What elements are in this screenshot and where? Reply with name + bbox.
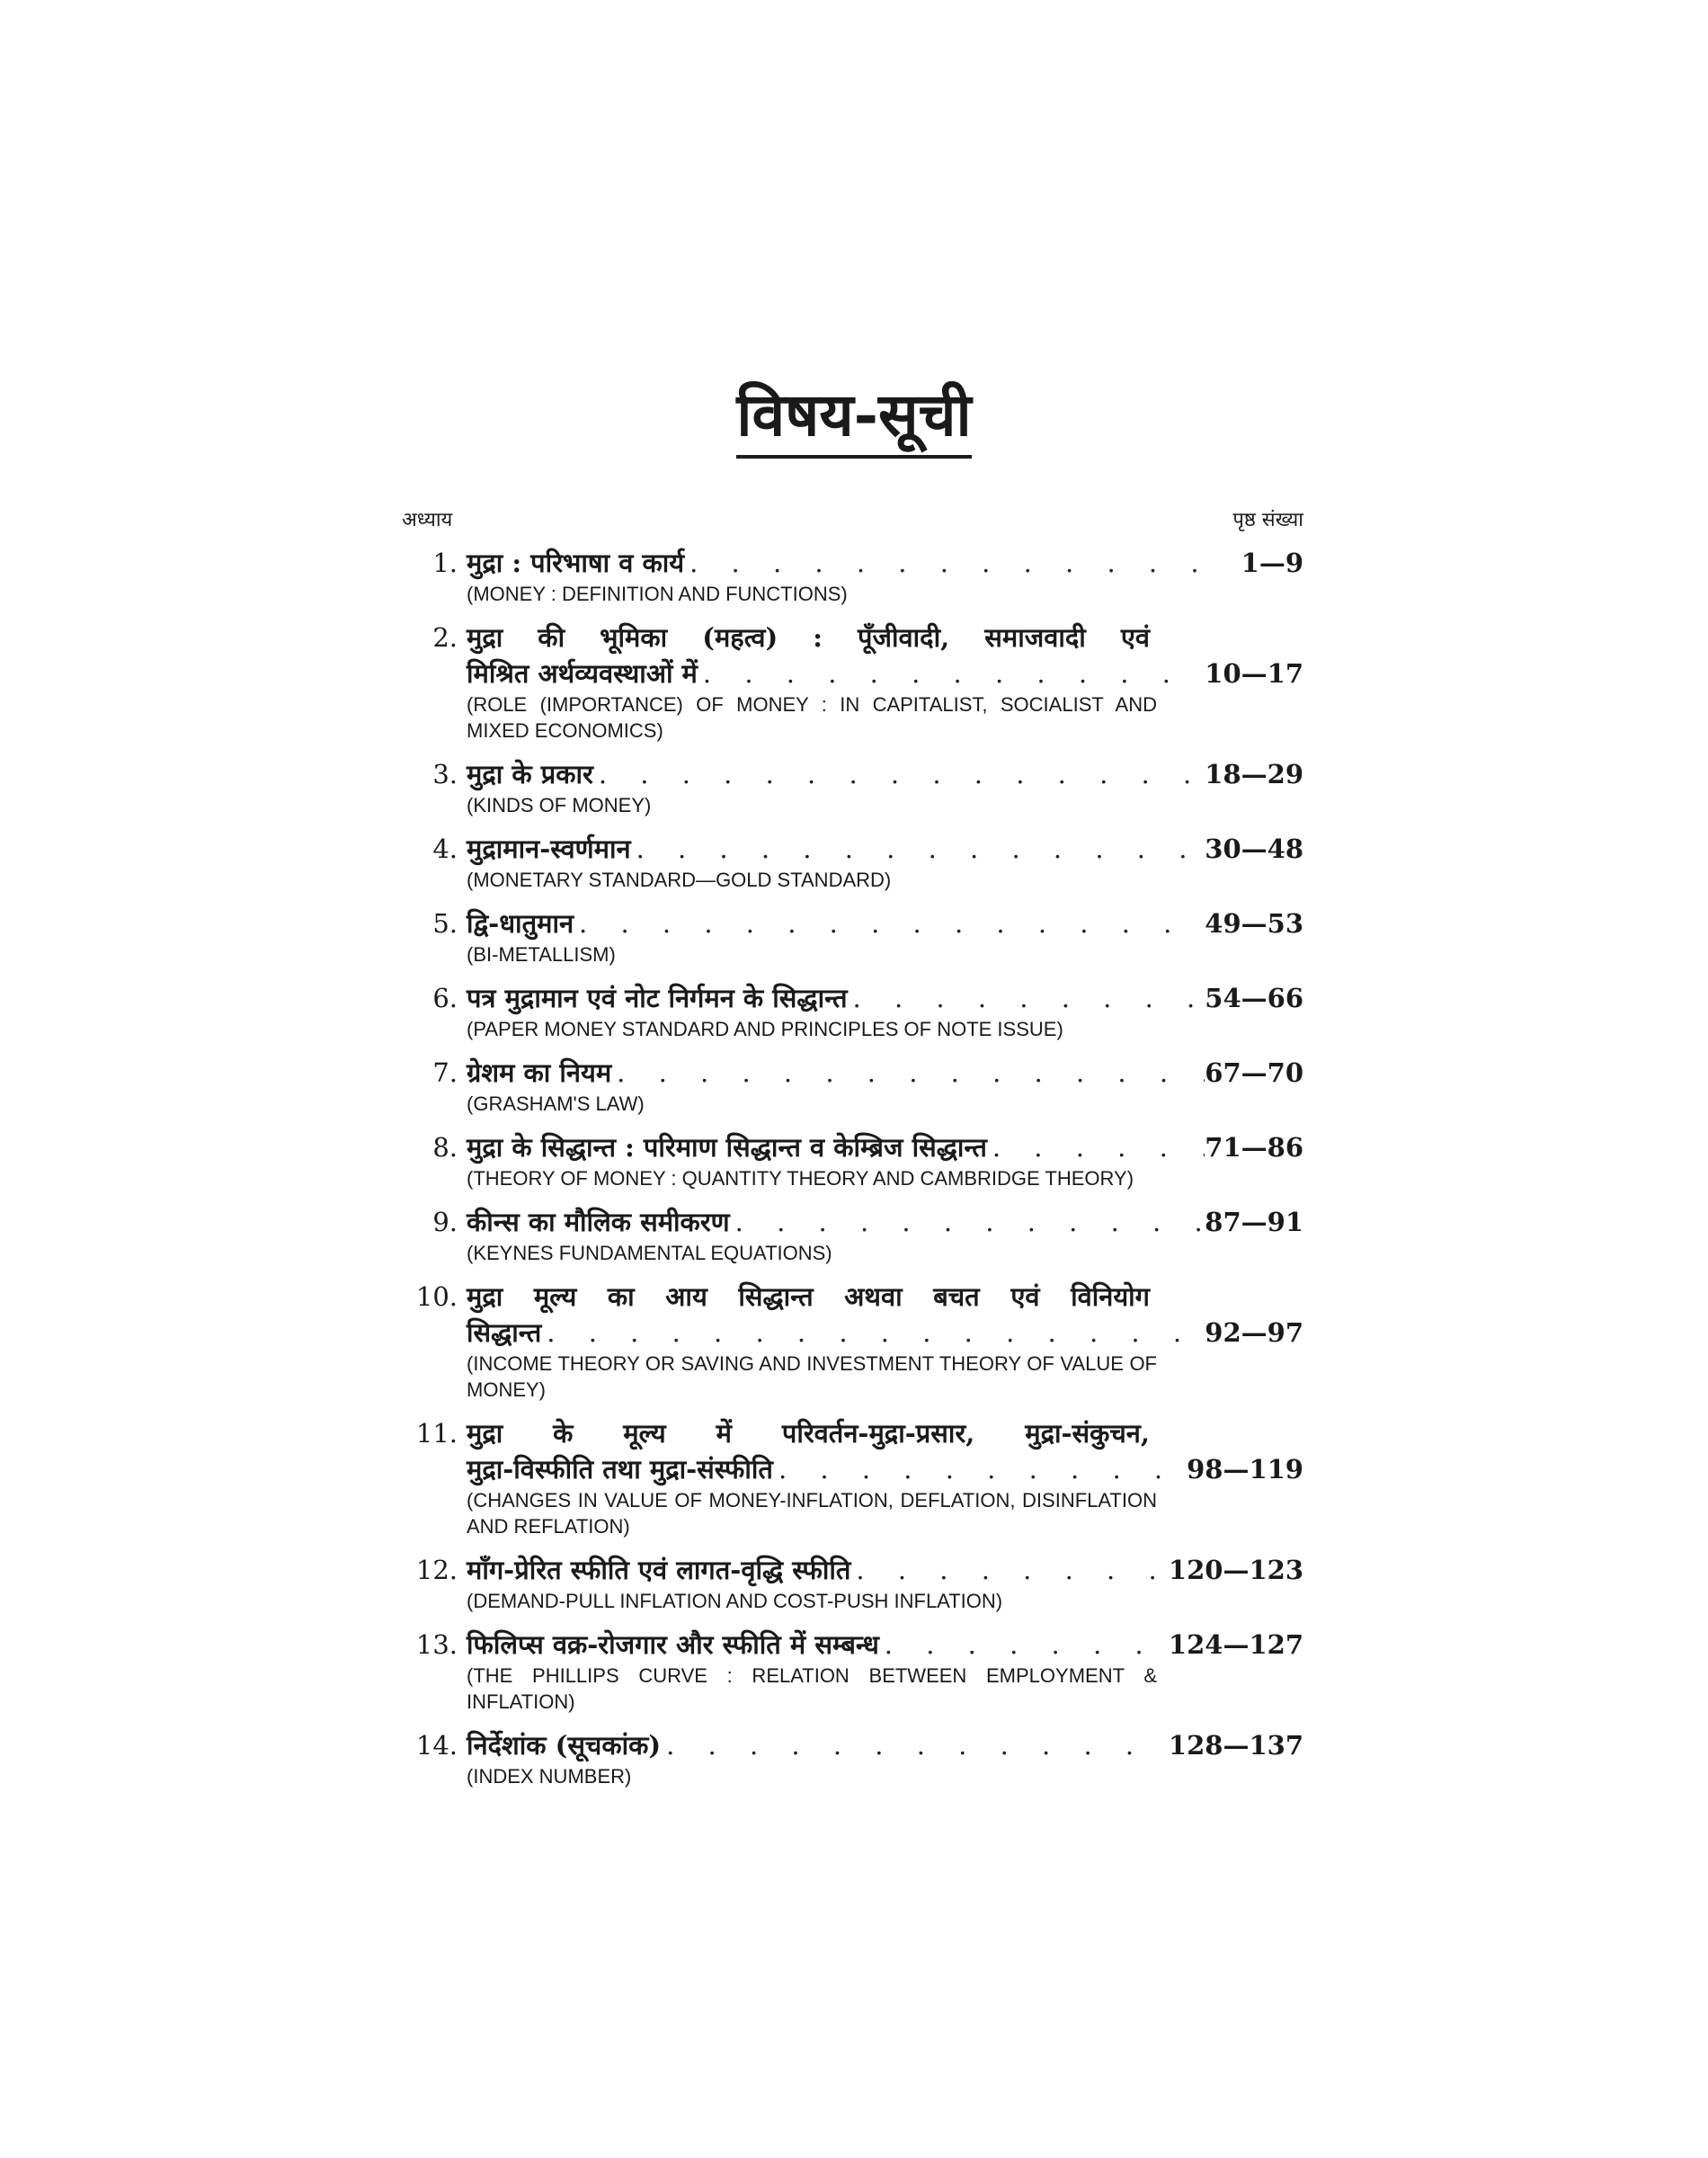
chapter-column-header: अध्याय	[402, 509, 453, 531]
toc-entry-body	[467, 545, 1303, 607]
toc-entry-title: मुद्रा-विस्फीति तथा मुद्रा-संस्फीति	[467, 1454, 773, 1485]
toc-entry-english-title: (MONETARY STANDARD—GOLD STANDARD)	[467, 869, 892, 891]
toc-entry-pages: 10—17	[1205, 658, 1303, 689]
toc-entry-body	[467, 905, 1303, 968]
toc-entry-title: पत्र मुद्रामान एवं नोट निर्गमन के सिद्धान्त	[467, 983, 848, 1013]
dot-leader	[631, 831, 1205, 867]
toc-entry	[402, 756, 1303, 818]
toc-entry-title-line	[467, 1315, 1303, 1351]
toc-entry-english-title: (ROLE (IMPORTANCE) OF MONEY : IN CAPITALIST, SOCIALIST AND MIXED ECONOMICS)	[467, 693, 1157, 742]
toc-entry-pages: 87—91	[1205, 1207, 1303, 1237]
toc-entry-number: 3.	[432, 759, 458, 789]
toc-entry	[402, 545, 1303, 607]
toc-entry-english-title: (MONEY : DEFINITION AND FUNCTIONS)	[467, 583, 848, 605]
toc-entry-body	[467, 831, 1303, 893]
page-title: विषय-सूची	[736, 382, 971, 459]
column-headers	[402, 505, 1303, 532]
toc-entry-pages: 30—48	[1205, 834, 1303, 864]
toc-entry-title-line1: मुद्रा की भूमिका (महत्व) : पूँजीवादी, समाजवादी एवं	[467, 622, 1150, 653]
dot-leader	[850, 1552, 1169, 1588]
dot-leader	[593, 756, 1205, 792]
dot-leader	[661, 1727, 1169, 1763]
dot-leader	[848, 980, 1205, 1016]
toc-entry-number: 5.	[432, 908, 458, 939]
toc-entry-english-title: (DEMAND-PULL INFLATION AND COST-PUSH INFLATION)	[467, 1590, 1003, 1612]
toc-entry-title-line	[467, 545, 1303, 581]
toc-entry-body	[467, 1204, 1303, 1266]
toc-entry-title-line	[467, 1627, 1303, 1663]
toc-entry-pages: 67—70	[1205, 1057, 1303, 1088]
toc-entry-pages: 92—97	[1205, 1317, 1303, 1348]
page-number-column-header: पृष्ठ संख्या	[1232, 509, 1303, 531]
toc-entry-title-line	[467, 756, 1303, 792]
toc-entry-pages: 98—119	[1187, 1454, 1303, 1485]
title-wrap	[0, 379, 1708, 459]
toc-entry-number: 6.	[432, 983, 458, 1013]
toc-entry-title-line	[467, 1727, 1303, 1763]
table-of-contents	[402, 545, 1303, 1802]
toc-entry-title-line1: मुद्रा के मूल्य में परिवर्तन-मुद्रा-प्रसार, मुद्रा-संकुचन,	[467, 1418, 1150, 1449]
toc-entry	[402, 1055, 1303, 1117]
dot-leader	[879, 1627, 1169, 1663]
toc-entry-number: 1.	[432, 548, 458, 578]
toc-entry	[402, 1415, 1303, 1539]
toc-entry-title-line	[467, 1055, 1303, 1091]
toc-entry-title: मुद्रा : परिभाषा व कार्य	[467, 548, 685, 578]
toc-entry-title-line	[467, 831, 1303, 867]
toc-entry	[402, 1627, 1303, 1715]
toc-entry-pages: 18—29	[1205, 759, 1303, 789]
toc-entry-pages: 54—66	[1205, 983, 1303, 1013]
toc-entry-number: 13.	[415, 1629, 458, 1660]
toc-entry-body	[467, 1727, 1303, 1789]
toc-entry-title: मुद्रा के प्रकार	[467, 759, 593, 789]
toc-entry-pages: 120—123	[1168, 1555, 1303, 1585]
dot-leader	[730, 1204, 1205, 1240]
toc-entry-title-line	[467, 905, 1303, 941]
toc-entry-title-line	[467, 1204, 1303, 1240]
toc-entry-body	[467, 1415, 1303, 1539]
toc-entry-pages: 49—53	[1205, 908, 1303, 939]
toc-entry-body	[467, 620, 1303, 744]
toc-entry-title: माँग-प्रेरित स्फीति एवं लागत-वृद्धि स्फीति	[467, 1555, 851, 1585]
toc-entry-title-line1: मुद्रा मूल्य का आय सिद्धान्त अथवा बचत एवं विनियोग	[467, 1281, 1150, 1312]
toc-entry-title: सिद्धान्त	[467, 1317, 542, 1348]
dot-leader	[574, 905, 1205, 941]
dot-leader	[541, 1315, 1205, 1351]
toc-entry-title: फिलिप्स वक्र-रोजगार और स्फीति में सम्बन्ध	[467, 1629, 879, 1660]
toc-entry-number: 7.	[432, 1057, 458, 1088]
toc-entry-title: द्वि-धातुमान	[467, 908, 574, 939]
dot-leader	[773, 1451, 1187, 1487]
toc-entry-body	[467, 1279, 1303, 1403]
toc-entry-title-line	[467, 1552, 1303, 1588]
toc-entry-english-title: (KEYNES FUNDAMENTAL EQUATIONS)	[467, 1242, 832, 1264]
toc-entry-title: मिश्रित अर्थव्यवस्थाओं में	[467, 658, 698, 689]
toc-entry-pages: 128—137	[1168, 1730, 1303, 1761]
toc-entry-number: 12.	[415, 1555, 458, 1585]
toc-entry-title-line	[467, 1129, 1303, 1165]
toc-entry-english-title: (GRASHAM'S LAW)	[467, 1092, 645, 1115]
toc-entry-number: 2.	[432, 622, 458, 653]
toc-entry-english-title: (CHANGES IN VALUE OF MONEY-INFLATION, DEFLATION, DISINFLATION AND REFLATION)	[467, 1489, 1157, 1538]
toc-entry	[402, 1727, 1303, 1789]
toc-entry-english-title: (INDEX NUMBER)	[467, 1765, 632, 1788]
toc-entry	[402, 831, 1303, 893]
toc-entry	[402, 1204, 1303, 1266]
toc-entry	[402, 620, 1303, 744]
toc-entry	[402, 1552, 1303, 1614]
toc-entry	[402, 1129, 1303, 1191]
toc-entry-english-title: (KINDS OF MONEY)	[467, 794, 652, 816]
toc-entry-english-title: (THEORY OF MONEY : QUANTITY THEORY AND CAMBRIDGE THEORY)	[467, 1167, 1134, 1190]
toc-entry-title-line	[467, 655, 1303, 691]
toc-entry-body	[467, 1129, 1303, 1191]
toc-entry-body	[467, 1055, 1303, 1117]
toc-entry-title: ग्रेशम का नियम	[467, 1057, 612, 1088]
dot-leader	[987, 1129, 1205, 1165]
toc-entry-title-line	[467, 980, 1303, 1016]
toc-entry-pages: 124—127	[1168, 1629, 1303, 1660]
toc-entry-title: मुद्रामान-स्वर्णमान	[467, 834, 631, 864]
toc-entry-pages: 1—9	[1241, 548, 1303, 578]
toc-entry	[402, 1279, 1303, 1403]
dot-leader	[684, 545, 1205, 581]
toc-entry-number: 10.	[415, 1281, 458, 1312]
toc-entry-english-title: (PAPER MONEY STANDARD AND PRINCIPLES OF NOTE ISSUE)	[467, 1018, 1063, 1040]
toc-entry-english-title: (THE PHILLIPS CURVE : RELATION BETWEEN EMPLOYMENT & INFLATION)	[467, 1664, 1157, 1713]
toc-entry-title: कीन्स का मौलिक समीकरण	[467, 1207, 730, 1237]
toc-entry-number: 9.	[432, 1207, 458, 1237]
toc-entry-body	[467, 1627, 1303, 1715]
toc-entry-title: मुद्रा के सिद्धान्त : परिमाण सिद्धान्त व केम्ब्रिज सिद्धान्त	[467, 1132, 987, 1163]
toc-entry-title-line	[467, 1451, 1303, 1487]
toc-entry-pages: 71—86	[1205, 1132, 1303, 1163]
toc-entry-body	[467, 756, 1303, 818]
toc-entry-number: 14.	[415, 1730, 458, 1761]
toc-entry-english-title: (INCOME THEORY OR SAVING AND INVESTMENT THEORY OF VALUE OF MONEY)	[467, 1352, 1157, 1401]
toc-entry-body	[467, 1552, 1303, 1614]
dot-leader	[698, 655, 1205, 691]
dot-leader	[611, 1055, 1205, 1091]
toc-entry-body	[467, 980, 1303, 1042]
toc-entry	[402, 980, 1303, 1042]
toc-entry-english-title: (BI-METALLISM)	[467, 943, 616, 966]
toc-entry	[402, 905, 1303, 968]
toc-entry-title: निर्देशांक (सूचकांक)	[467, 1730, 662, 1761]
toc-entry-number: 4.	[432, 834, 458, 864]
toc-entry-number: 11.	[415, 1418, 458, 1449]
toc-entry-number: 8.	[432, 1132, 458, 1163]
